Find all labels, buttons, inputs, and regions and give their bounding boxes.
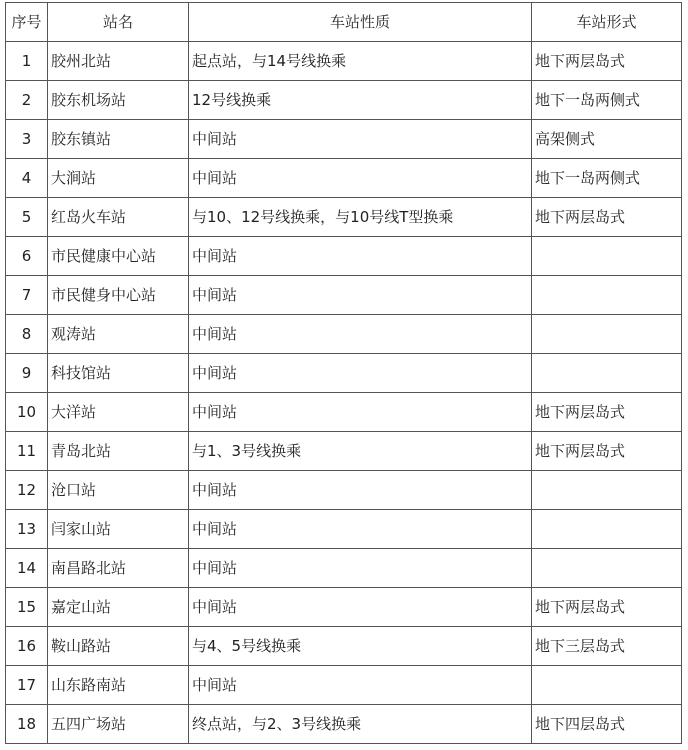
header-cell-station-form: 车站形式 [532,3,682,42]
cell-station-name: 五四广场站 [48,705,189,744]
cell-index: 2 [6,81,48,120]
cell-station-name: 嘉定山站 [48,588,189,627]
cell-station-form: 地下两层岛式 [532,393,682,432]
cell-station-nature: 中间站 [189,315,532,354]
cell-station-nature: 中间站 [189,120,532,159]
cell-station-nature: 起点站，与14号线换乘 [189,42,532,81]
cell-station-name: 大洋站 [48,393,189,432]
header-cell-station-name: 站名 [48,3,189,42]
table-row [6,42,682,81]
cell-index: 13 [6,510,48,549]
cell-station-form [532,510,682,549]
table-row [6,159,682,198]
cell-station-nature: 中间站 [189,588,532,627]
cell-station-name: 胶州北站 [48,42,189,81]
cell-station-nature: 中间站 [189,549,532,588]
header-row [6,3,682,42]
cell-station-nature: 中间站 [189,159,532,198]
cell-station-form [532,354,682,393]
cell-station-form: 地下两层岛式 [532,198,682,237]
cell-station-nature: 12号线换乘 [189,81,532,120]
table-row [6,315,682,354]
cell-station-form: 地下两层岛式 [532,42,682,81]
cell-station-nature: 中间站 [189,393,532,432]
table-row [6,354,682,393]
table-row [6,549,682,588]
cell-station-nature: 中间站 [189,471,532,510]
cell-station-nature: 与10、12号线换乘，与10号线T型换乘 [189,198,532,237]
table-row [6,666,682,705]
cell-index: 10 [6,393,48,432]
cell-index: 8 [6,315,48,354]
cell-station-nature: 中间站 [189,276,532,315]
cell-station-form [532,276,682,315]
cell-station-name: 胶东机场站 [48,81,189,120]
cell-station-name: 山东路南站 [48,666,189,705]
cell-index: 16 [6,627,48,666]
station-table [5,2,682,744]
cell-station-name: 观涛站 [48,315,189,354]
cell-station-name: 闫家山站 [48,510,189,549]
cell-station-name: 市民健康中心站 [48,237,189,276]
cell-index: 9 [6,354,48,393]
cell-station-form [532,666,682,705]
cell-station-form: 地下两层岛式 [532,588,682,627]
table-row [6,120,682,159]
table-row [6,237,682,276]
header-cell-index: 序号 [6,3,48,42]
cell-station-form: 地下四层岛式 [532,705,682,744]
cell-index: 3 [6,120,48,159]
cell-station-name: 科技馆站 [48,354,189,393]
cell-station-form: 地下两层岛式 [532,432,682,471]
cell-station-name: 青岛北站 [48,432,189,471]
cell-station-name: 大涧站 [48,159,189,198]
cell-station-name: 鞍山路站 [48,627,189,666]
cell-station-form [532,471,682,510]
cell-index: 17 [6,666,48,705]
cell-station-nature: 中间站 [189,237,532,276]
cell-index: 18 [6,705,48,744]
header-cell-station-nature: 车站性质 [189,3,532,42]
cell-station-nature: 终点站，与2、3号线换乘 [189,705,532,744]
cell-station-name: 沧口站 [48,471,189,510]
cell-station-form: 地下一岛两侧式 [532,81,682,120]
table-row [6,393,682,432]
cell-index: 11 [6,432,48,471]
cell-station-form: 高架侧式 [532,120,682,159]
table-row [6,432,682,471]
cell-station-name: 胶东镇站 [48,120,189,159]
cell-station-nature: 中间站 [189,666,532,705]
cell-station-nature: 与4、5号线换乘 [189,627,532,666]
cell-index: 1 [6,42,48,81]
cell-index: 5 [6,198,48,237]
table-row [6,627,682,666]
cell-station-form [532,315,682,354]
cell-station-nature: 中间站 [189,510,532,549]
cell-index: 6 [6,237,48,276]
cell-station-name: 红岛火车站 [48,198,189,237]
cell-station-form: 地下三层岛式 [532,627,682,666]
table-row [6,471,682,510]
cell-station-form: 地下一岛两侧式 [532,159,682,198]
table-body [6,42,682,744]
table-row [6,276,682,315]
table-header [6,3,682,42]
cell-index: 12 [6,471,48,510]
cell-index: 15 [6,588,48,627]
table-row [6,588,682,627]
cell-index: 14 [6,549,48,588]
table-row [6,510,682,549]
cell-station-name: 市民健身中心站 [48,276,189,315]
cell-index: 7 [6,276,48,315]
cell-station-nature: 中间站 [189,354,532,393]
table-row [6,705,682,744]
cell-station-nature: 与1、3号线换乘 [189,432,532,471]
cell-index: 4 [6,159,48,198]
table-row [6,81,682,120]
cell-station-form [532,237,682,276]
table-row [6,198,682,237]
cell-station-name: 南昌路北站 [48,549,189,588]
cell-station-form [532,549,682,588]
